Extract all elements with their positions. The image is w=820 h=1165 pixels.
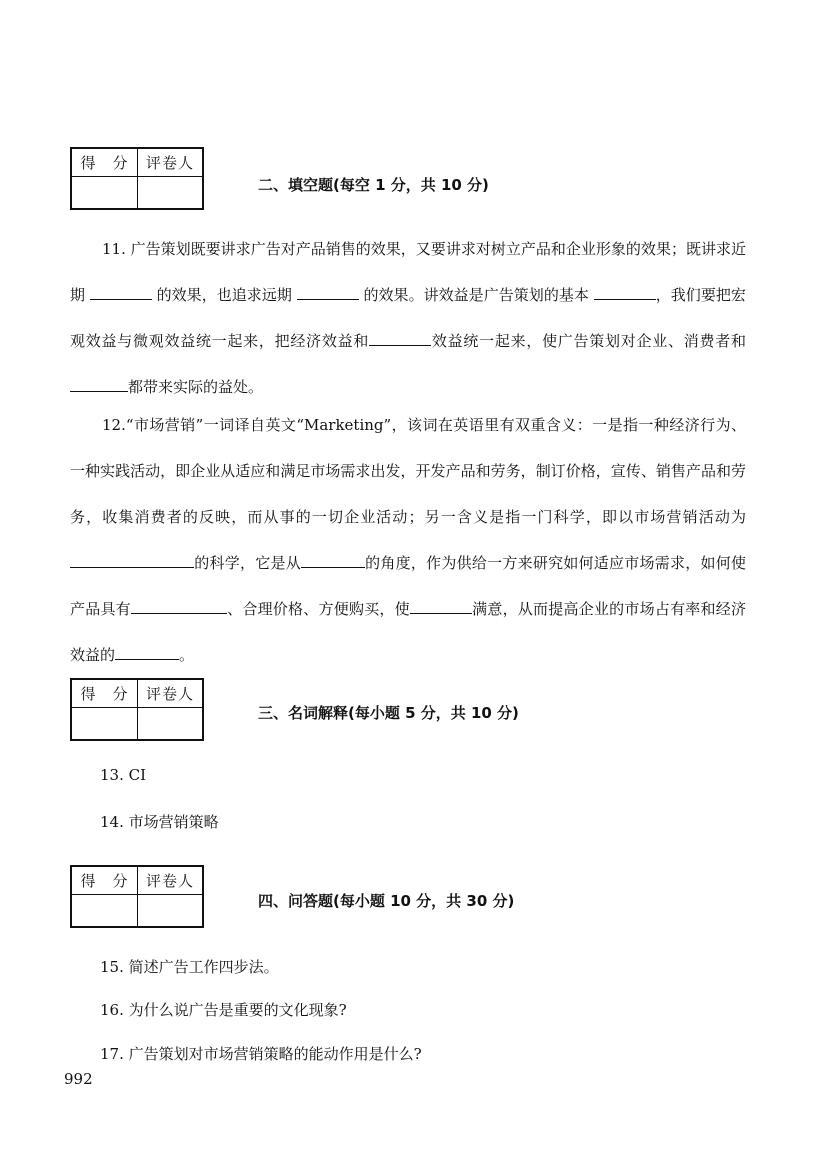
answer-blank: [131, 599, 227, 614]
q11-text-3: 的效果。讲效益是广告策划的基本: [363, 286, 589, 304]
grader-cell: [138, 708, 202, 739]
question-12: [70, 402, 746, 678]
section3-title: 三、名词解释(每小题 5 分，共 10 分): [258, 704, 519, 722]
question-14: 14. 市场营销策略: [100, 813, 219, 831]
answer-blank: [90, 285, 152, 300]
question-16: 16. 为什么说广告是重要的文化现象?: [100, 1001, 347, 1019]
q12-text-3: 的角度，作为供给一方来研究如何适应市场需求，如何使产品具有: [70, 554, 746, 618]
q11-text-2: 的效果，也追求远期: [156, 286, 292, 304]
page-number: 992: [64, 1070, 93, 1088]
answer-blank: [70, 377, 128, 392]
q11-text-6: 都带来实际的益处。: [128, 378, 264, 396]
score-cell: [72, 708, 138, 739]
score-table-section2: [70, 147, 204, 210]
score-table-section3: [70, 678, 204, 741]
q11-text-4: ，我们要把宏观效益与微观效益统一起来，把经济效益和: [70, 286, 746, 350]
grader-cell: [138, 177, 202, 208]
answer-blank: [594, 285, 656, 300]
q12-text-1: 12.“市场营销”一词译自英文“Marketing”，该词在英语里有双重含义：一是指一种经济行为、一种实践活动，即企业从适应和满足市场需求出发，开发产品和劳务，制订价格，宣传、销售产品和劳务，收集消费者的反映，而从事的一切企业活动；另一含义是指一门科学，即以市场营销活动为: [70, 416, 746, 526]
answer-blank: [301, 553, 365, 568]
section2-title: 二、填空题(每空 1 分，共 10 分): [258, 176, 489, 194]
q12-text-2: 的科学，它是从: [194, 554, 301, 572]
question-13: 13. CI: [100, 766, 147, 784]
answer-blank: [369, 331, 431, 346]
q11-text-1: 11. 广告策划既要讲求广告对产品销售的效果，又要讲求对树立产品和企业形象的效果；既讲求近期: [70, 240, 746, 304]
q11-text-5: 效益统一起来，使广告策划对企业、消费者和: [431, 332, 746, 350]
answer-blank: [297, 285, 359, 300]
section4-title: 四、问答题(每小题 10 分，共 30 分): [258, 892, 515, 910]
answer-blank: [115, 645, 179, 660]
grader-cell: [138, 895, 202, 926]
score-header: 得 分: [72, 149, 138, 177]
q12-text-4: 、合理价格、方便购买，使: [226, 600, 410, 618]
question-11: [70, 226, 746, 410]
grader-header: 评卷人: [138, 680, 202, 708]
question-17: 17. 广告策划对市场营销策略的能动作用是什么?: [100, 1045, 422, 1063]
answer-blank: [70, 553, 194, 568]
score-header: 得 分: [72, 867, 138, 895]
score-table-section4: [70, 865, 204, 928]
grader-header: 评卷人: [138, 149, 202, 177]
q12-text-5: 满意，从而提高企业的市场占有率和经济效益的: [70, 600, 746, 664]
answer-blank: [410, 599, 472, 614]
q12-text-6: 。: [179, 646, 195, 664]
grader-header: 评卷人: [138, 867, 202, 895]
score-cell: [72, 895, 138, 926]
score-cell: [72, 177, 138, 208]
score-header: 得 分: [72, 680, 138, 708]
question-15: 15. 简述广告工作四步法。: [100, 958, 279, 976]
